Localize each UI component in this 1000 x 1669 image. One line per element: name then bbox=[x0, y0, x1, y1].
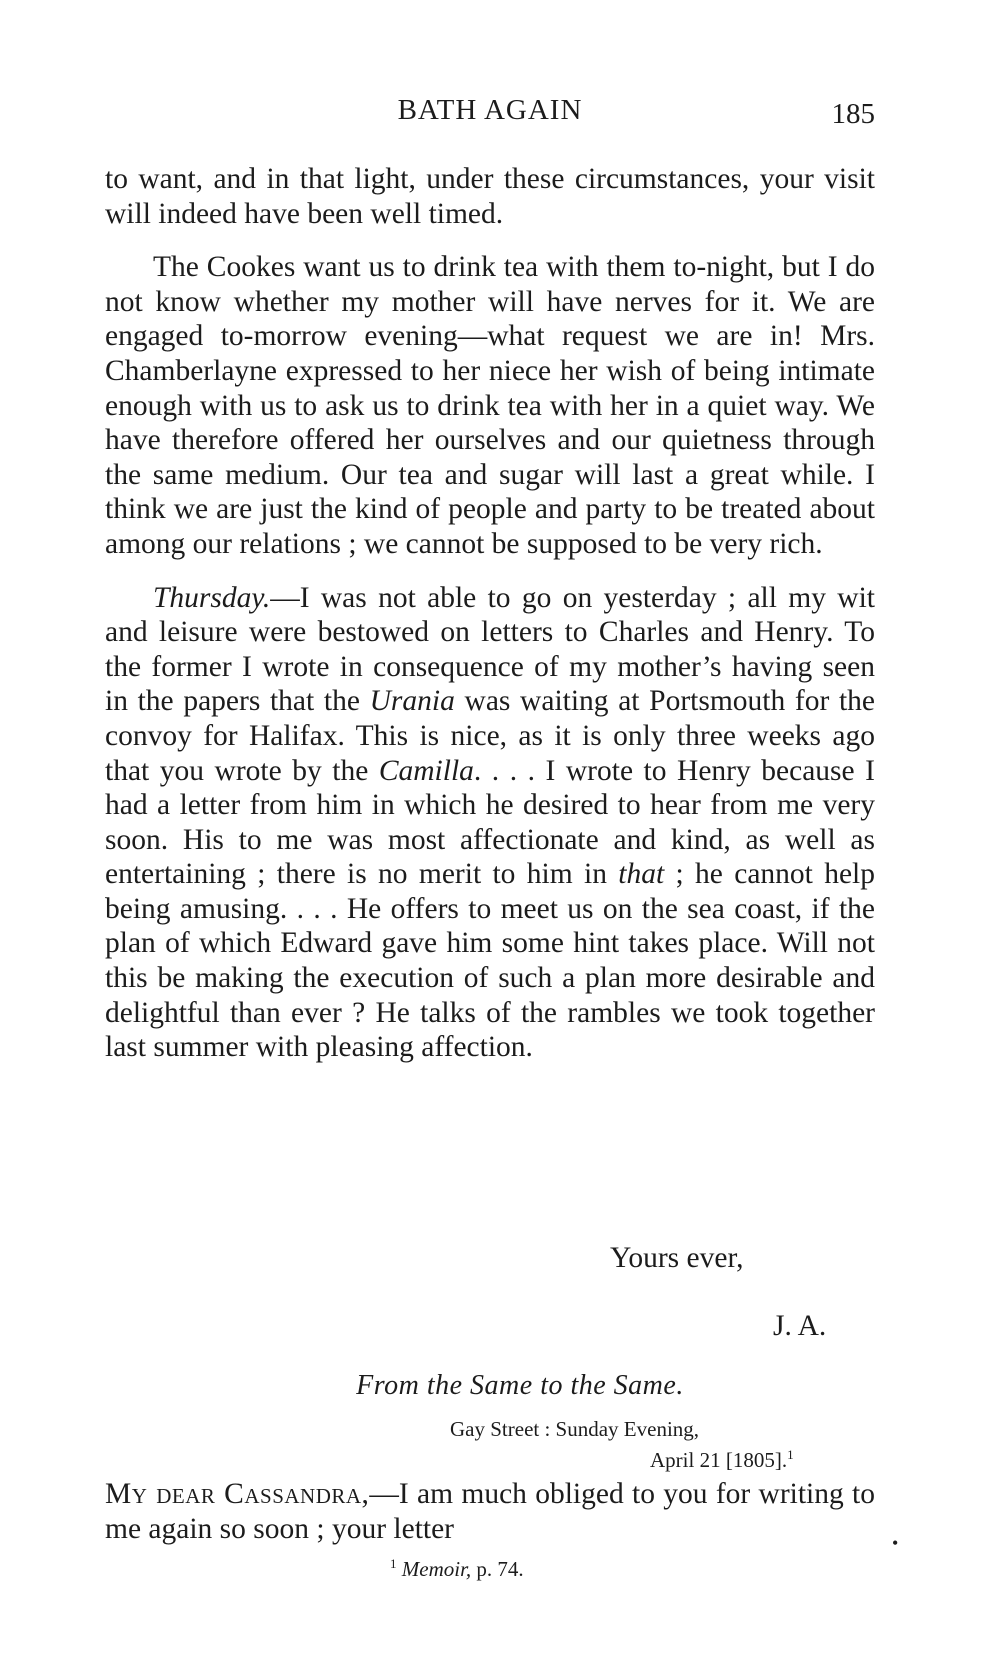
footnote-source: Memoir, bbox=[401, 1557, 472, 1581]
paragraph-thursday bbox=[105, 581, 875, 1065]
opening-text: —I am much obliged to you for writing to me again so soon ; your letter bbox=[105, 1478, 875, 1545]
paragraph-text: —I was not able to go on yesterday ; all my wit and leisure were bestowed on letters to Charles and Henry. To the former I wrote in consequence of my mother’s having seen in the papers that the bbox=[105, 581, 875, 718]
page-header bbox=[105, 92, 875, 132]
date-text: April 21 [1805]. bbox=[650, 1448, 788, 1472]
page-number: 185 bbox=[831, 98, 875, 130]
paragraph-continuation: to want, and in that light, under these circumstances, your visit will indeed have been well timed. bbox=[105, 163, 875, 230]
paragraph-text: was waiting at Portsmouth for the convoy for Halifax. This is nice, as it is only three weeks ago that you wrote by the bbox=[105, 685, 875, 787]
paragraph-text: . . . . I wrote to Henry because I had a letter from him in which he desired to hear from me very soon. His to me was most affectionate and kind, as well as entertaining ; there is no merit to him in bbox=[105, 754, 875, 891]
letter-opening bbox=[105, 1477, 875, 1546]
letter-date bbox=[650, 1447, 794, 1473]
paragraph-cookes: The Cookes want us to drink tea with them to-night, but I do not know whether my mother will have nerves for it. We are engaged to-morrow evening—what request we are in! Mrs. Chamberlayne expressed to her niece her wish of being intimate enough with us to ask us to drink tea with her in a quiet way. We have therefore offered her ourselves and our quietness through the same medium. Our tea and sugar will last a great while. I think we are just the kind of people and party to be treated about among our relations ; we cannot be supposed to be very rich. bbox=[105, 251, 875, 560]
ship-name: Urania bbox=[369, 685, 455, 718]
valediction: Yours ever, bbox=[610, 1242, 744, 1274]
letter-body bbox=[105, 162, 875, 1065]
ship-name: Camilla bbox=[378, 754, 474, 787]
signature: J. A. bbox=[773, 1310, 827, 1342]
salutation: My dear Cassandra, bbox=[105, 1478, 370, 1510]
opening-paragraph bbox=[105, 1477, 875, 1546]
running-title: BATH AGAIN bbox=[397, 94, 583, 126]
footnote-page: p. 74. bbox=[471, 1557, 524, 1581]
day-label: Thursday. bbox=[153, 581, 271, 614]
emphasis: that bbox=[618, 858, 665, 891]
letter-heading: From the Same to the Same. bbox=[356, 1370, 684, 1401]
footnote bbox=[390, 1556, 524, 1582]
letter-address: Gay Street : Sunday Evening, bbox=[450, 1417, 700, 1441]
footnote-marker: 1 bbox=[390, 1556, 397, 1571]
paragraph-text: ; he cannot help being amusing. . . . He offers to meet us on the sea coast, if the plan of which Edward gave him some hint takes place. Will not this be making the execution of such a plan more desirable and delightful than ever ? He talks of the rambles we took together last summer with pleasing affection. bbox=[105, 858, 875, 1064]
stray-mark: • bbox=[892, 1533, 899, 1553]
footnote-ref: 1 bbox=[787, 1447, 794, 1462]
